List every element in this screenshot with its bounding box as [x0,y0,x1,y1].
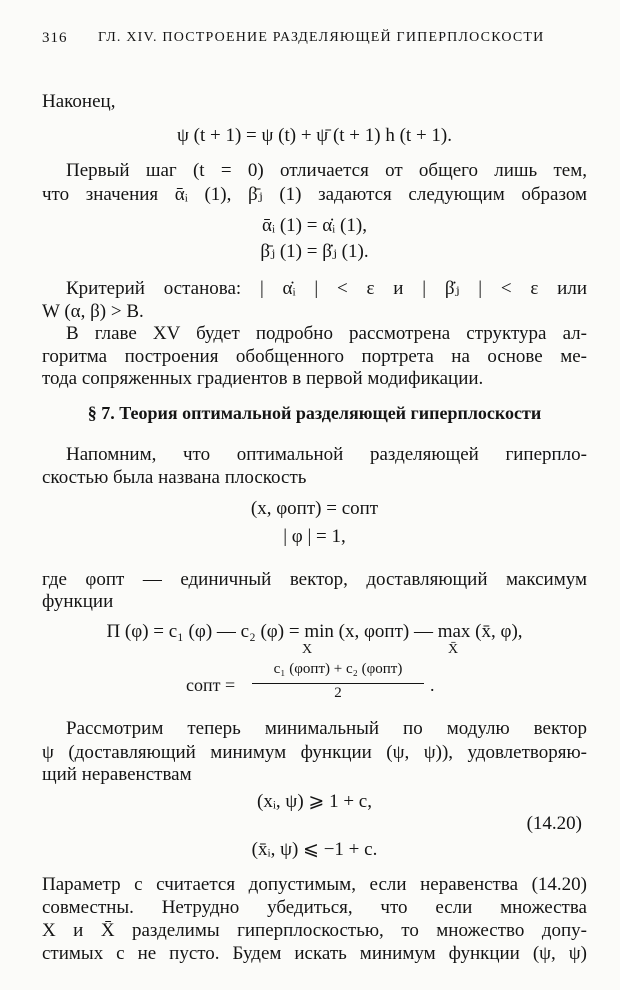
text-line: Напомним, что оптимальной разделяющей гиперпло- [66,444,587,465]
section-heading: § 7. Теория оптимальной разделяющей гиперплоскости [87,403,542,423]
text-line: горитма построения обобщенного портрета на основе ме- [42,346,587,367]
text-line: функции [42,591,114,612]
running-title: ГЛ. XIV. ПОСТРОЕНИЕ РАЗДЕЛЯЮЩЕЙ ГИПЕРПЛОСКОСТИ [98,30,545,45]
running-header [42,30,584,52]
text-line: Наконец, [42,91,116,112]
equation-psi-update: ψ (t + 1) = ψ (t) + ψ̄ (t + 1) h (t + 1). [177,125,452,146]
inequality-first: (xᵢ, ψ) ⩾ 1 + c, [257,791,372,812]
text-line: В главе XV будет подробно рассмотрена структура ал- [66,323,587,344]
text-line: где φопт — единичный вектор, доставляющий максимум [42,569,587,590]
text-line: совместны. Нетрудно убедиться, что если множества [42,897,587,918]
equation-beta-init: β̄ⱼ (1) = β̇ⱼ (1). [260,241,369,262]
equation-hyperplane: (x, φопт) = cопт [250,498,379,519]
text-line: стимых c не пусто. Будем искать минимум функции (ψ, ψ) [42,943,587,964]
fraction-bar [252,683,424,684]
equation-unit-norm: | φ | = 1, [283,526,346,547]
max-subscript: X̄ [448,642,459,657]
text-line: ψ (доставляющий минимум функции (ψ, ψ)), удовлетворяю- [42,742,587,763]
text-line: Параметр c считается допустимым, если неравенства (14.20) [42,874,587,895]
equation-period: . [430,675,435,695]
text-line: щий неравенствам [42,764,192,785]
text-line: скостью была названа плоскость [42,467,307,488]
c-opt-lhs: cопт = [186,675,236,695]
text-line: что значения ᾱᵢ (1), β̄ⱼ (1) задаются следующим образом [42,184,587,205]
text-line: Первый шаг (t = 0) отличается от общего лишь тем, [66,160,587,181]
equation-alpha-init: ᾱᵢ (1) = α̇ᵢ (1), [262,215,367,236]
fraction-numerator: c₁ (φопт) + c₂ (φопт) [273,661,403,677]
inequality-second: (x̄ᵢ, ψ) ⩽ −1 + c. [251,839,378,860]
min-subscript: X [302,642,313,657]
text-line: X и X̄ разделимы гиперплоскостью, то множество допу- [42,920,587,941]
text-line: W (α, β) > B. [42,301,144,322]
equation-number: (14.20) [526,813,582,834]
fraction-denominator: 2 [334,685,342,701]
page-number: 316 [42,30,68,46]
equation-pi-function: Π (φ) = c₁ (φ) — c₂ (φ) = min (x, φопт) — max (x̄, φ), [106,621,523,642]
text-line: тода сопряженных градиентов в первой модификации. [42,368,484,389]
text-line: Критерий останова: | α̇ᵢ | < ε и | β̇ⱼ | < ε или [66,278,587,299]
text-line: Рассмотрим теперь минимальный по модулю вектор [66,718,587,739]
